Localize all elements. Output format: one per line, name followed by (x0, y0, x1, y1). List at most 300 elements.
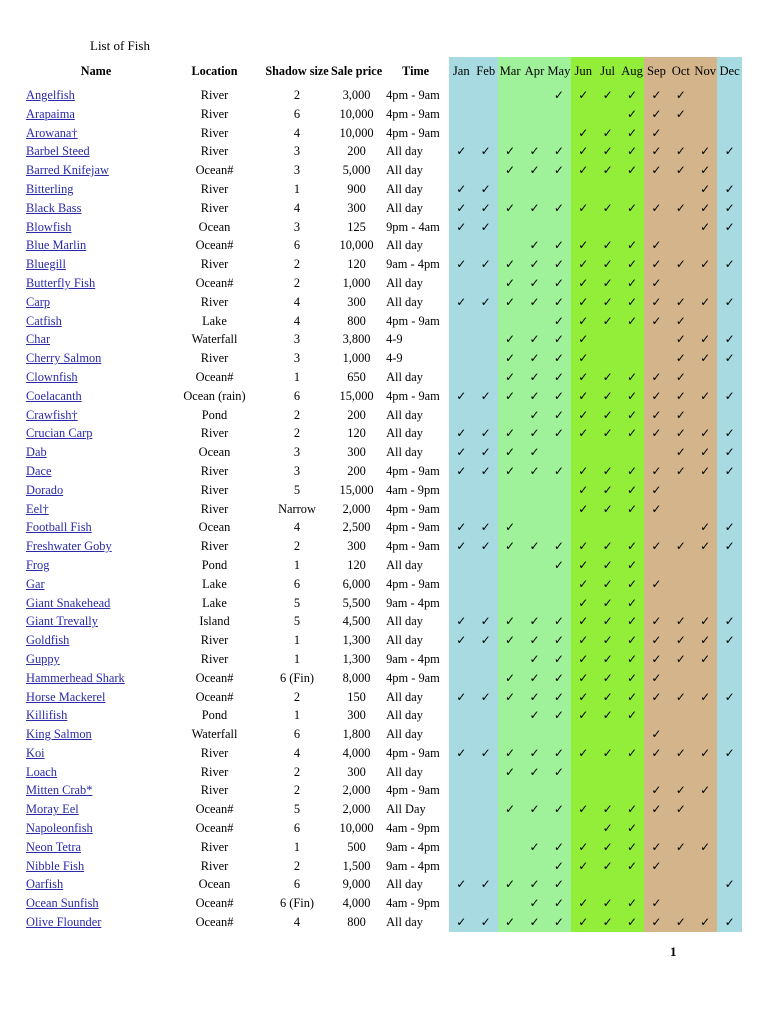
fish-name-link[interactable]: Hammerhead Shark (26, 670, 125, 685)
fish-time: 4am - 9pm (386, 821, 440, 836)
fish-time: 9am - 4pm (386, 858, 440, 873)
month-cell-nov (693, 424, 717, 443)
month-cell-apr (522, 255, 546, 274)
checkmark-icon: ✓ (627, 595, 638, 610)
checkmark-icon: ✓ (627, 144, 638, 159)
checkmark-icon: ✓ (456, 219, 467, 234)
checkmark-icon: ✓ (627, 257, 638, 272)
month-cell-sep (644, 443, 668, 462)
fish-shadow-size: 4 (293, 745, 301, 760)
fish-time: 4pm - 9am (386, 463, 440, 478)
checkmark-icon: ✓ (505, 275, 516, 290)
fish-name-link[interactable]: Olive Flounder (26, 915, 102, 930)
fish-time: All day (386, 144, 423, 159)
month-cell-feb (474, 387, 498, 406)
month-cell-mar (498, 631, 522, 650)
month-cell-dec (717, 763, 741, 782)
checkmark-icon: ✓ (456, 144, 467, 159)
month-cell-aug (620, 142, 644, 161)
month-cell-jun (571, 406, 595, 425)
checkmark-icon: ✓ (700, 745, 711, 760)
checkmark-icon: ✓ (602, 388, 613, 403)
month-cell-oct (669, 293, 693, 312)
checkmark-icon: ✓ (651, 313, 662, 328)
fish-name-link[interactable]: Crawfish† (26, 407, 78, 422)
month-cell-mar (498, 781, 522, 800)
month-cell-jan (449, 725, 473, 744)
month-cell-dec (717, 518, 741, 537)
month-cell-may (547, 86, 571, 105)
checkmark-icon: ✓ (724, 351, 735, 366)
checkmark-icon: ✓ (602, 576, 613, 591)
month-cell-sep (644, 781, 668, 800)
checkmark-icon: ✓ (529, 369, 540, 384)
month-cell-aug (620, 236, 644, 255)
month-cell-jan (449, 575, 473, 594)
checkmark-icon: ✓ (627, 896, 638, 911)
fish-name-link[interactable]: King Salmon (26, 727, 92, 742)
fish-time: All day (386, 764, 423, 779)
checkmark-icon: ✓ (651, 783, 662, 798)
fish-sale-price: 125 (347, 219, 366, 234)
month-cell-mar (498, 650, 522, 669)
month-cell-sep (644, 594, 668, 613)
fish-name-link[interactable]: Moray Eel (26, 802, 79, 817)
month-cell-dec (717, 462, 741, 481)
checkmark-icon: ✓ (553, 88, 564, 102)
checkmark-icon: ✓ (529, 351, 540, 366)
fish-sale-price: 5,500 (342, 595, 371, 610)
fish-time: 4-9 (386, 351, 403, 366)
month-cell-dec (717, 368, 741, 387)
month-cell-sep (644, 913, 668, 932)
checkmark-icon: ✓ (675, 783, 686, 798)
month-cell-oct (669, 406, 693, 425)
month-cell-jun (571, 913, 595, 932)
checkmark-icon: ✓ (675, 407, 686, 422)
month-cell-dec (717, 725, 741, 744)
month-cell-nov (693, 781, 717, 800)
fish-name-link[interactable]: Blue Marlin (26, 238, 87, 253)
month-cell-mar (498, 744, 522, 763)
month-cell-sep (644, 744, 668, 763)
month-cell-mar (498, 124, 522, 143)
month-cell-jun (571, 894, 595, 913)
checkmark-icon: ✓ (627, 557, 638, 572)
month-cell-aug (620, 274, 644, 293)
checkmark-icon: ✓ (602, 557, 613, 572)
checkmark-icon: ✓ (700, 445, 711, 460)
month-cell-dec (717, 218, 741, 237)
month-cell-mar (498, 800, 522, 819)
table-row (22, 725, 742, 744)
checkmark-icon: ✓ (578, 369, 589, 384)
fish-name-link[interactable]: Horse Mackerel (26, 689, 106, 704)
month-cell-jan (449, 236, 473, 255)
month-cell-jul (595, 105, 619, 124)
month-cell-jun (571, 744, 595, 763)
month-cell-sep (644, 142, 668, 161)
checkmark-icon: ✓ (627, 238, 638, 253)
month-cell-jun (571, 556, 595, 575)
checkmark-icon: ✓ (700, 163, 711, 178)
fish-name-link[interactable]: Bluegill (26, 257, 66, 272)
fish-name-link[interactable]: Mitten Crab* (26, 783, 93, 798)
fish-name-link[interactable]: Koi (26, 745, 45, 760)
checkmark-icon: ✓ (480, 219, 491, 234)
checkmark-icon: ✓ (553, 670, 564, 685)
fish-name-link[interactable]: Bitterling (26, 181, 74, 196)
checkmark-icon: ✓ (578, 858, 589, 873)
month-cell-dec (717, 688, 741, 707)
month-cell-apr (522, 180, 546, 199)
fish-name-link[interactable]: Barbel Steed (26, 144, 90, 159)
fish-location: Waterfall (191, 727, 238, 742)
page-number: 1 (670, 944, 677, 959)
month-cell-jul (595, 180, 619, 199)
fish-time: All day (386, 614, 423, 629)
month-cell-sep (644, 669, 668, 688)
month-cell-feb (474, 650, 498, 669)
fish-name-link[interactable]: Dab (26, 445, 47, 460)
fish-name-link[interactable]: Clownfish (26, 369, 78, 384)
month-cell-jun (571, 462, 595, 481)
month-cell-jan (449, 443, 473, 462)
checkmark-icon: ✓ (529, 651, 540, 666)
month-cell-jan (449, 875, 473, 894)
month-cell-nov (693, 800, 717, 819)
month-cell-feb (474, 575, 498, 594)
fish-location: River (200, 351, 229, 366)
month-cell-oct (669, 236, 693, 255)
checkmark-icon: ✓ (578, 426, 589, 441)
checkmark-icon: ✓ (724, 426, 735, 441)
month-cell-may (547, 744, 571, 763)
month-cell-sep (644, 857, 668, 876)
fish-time: 4pm - 9am (386, 106, 440, 121)
checkmark-icon: ✓ (578, 576, 589, 591)
fish-sale-price: 3,800 (342, 332, 371, 347)
checkmark-icon: ✓ (578, 839, 589, 854)
month-cell-mar (498, 857, 522, 876)
checkmark-icon: ✓ (505, 614, 516, 629)
month-cell-jun (571, 312, 595, 331)
month-cell-jul (595, 556, 619, 575)
month-cell-jun (571, 875, 595, 894)
month-cell-sep (644, 274, 668, 293)
fish-name-link[interactable]: Eel† (26, 501, 49, 516)
month-cell-sep (644, 894, 668, 913)
fish-time: All day (386, 275, 423, 290)
month-cell-jun (571, 481, 595, 500)
month-cell-oct (669, 424, 693, 443)
fish-name-link[interactable]: Killifish (26, 708, 68, 723)
checkmark-icon: ✓ (651, 426, 662, 441)
fish-sale-price: 4,500 (342, 614, 371, 629)
fish-name-link[interactable]: Cherry Salmon (26, 351, 102, 366)
month-cell-nov (693, 706, 717, 725)
checkmark-icon: ✓ (529, 670, 540, 685)
month-cell-jun (571, 255, 595, 274)
checkmark-icon: ✓ (456, 257, 467, 272)
month-cell-may (547, 537, 571, 556)
month-cell-aug (620, 424, 644, 443)
month-cell-nov (693, 443, 717, 462)
checkmark-icon: ✓ (651, 576, 662, 591)
checkmark-icon: ✓ (553, 651, 564, 666)
month-cell-aug (620, 744, 644, 763)
fish-name-link[interactable]: Coelacanth (26, 388, 82, 403)
month-cell-mar (498, 763, 522, 782)
checkmark-icon: ✓ (505, 200, 516, 215)
month-cell-aug (620, 894, 644, 913)
checkmark-icon: ✓ (456, 445, 467, 460)
checkmark-icon: ✓ (627, 576, 638, 591)
header-month-may: May (547, 57, 571, 86)
month-cell-jan (449, 424, 473, 443)
month-cell-jul (595, 575, 619, 594)
table-row (22, 387, 742, 406)
fish-sale-price: 10,000 (339, 125, 374, 140)
checkmark-icon: ✓ (480, 633, 491, 648)
checkmark-icon: ✓ (529, 257, 540, 272)
month-cell-jan (449, 631, 473, 650)
fish-name-link[interactable]: Frog (26, 557, 50, 572)
table-row (22, 218, 742, 237)
month-cell-feb (474, 838, 498, 857)
fish-name-link[interactable]: Loach (26, 764, 57, 779)
checkmark-icon: ✓ (553, 369, 564, 384)
month-cell-mar (498, 293, 522, 312)
month-cell-oct (669, 838, 693, 857)
fish-name-link[interactable]: Football Fish (26, 520, 92, 535)
month-cell-nov (693, 875, 717, 894)
checkmark-icon: ✓ (724, 294, 735, 309)
checkmark-icon: ✓ (700, 200, 711, 215)
header-month-jul: Jul (595, 57, 619, 86)
fish-name-link[interactable]: Catfish (26, 313, 62, 328)
fish-name-link[interactable]: Crucian Carp (26, 426, 93, 441)
checkmark-icon: ✓ (505, 294, 516, 309)
month-cell-jan (449, 800, 473, 819)
month-cell-jun (571, 537, 595, 556)
checkmark-icon: ✓ (553, 426, 564, 441)
month-cell-jul (595, 537, 619, 556)
month-cell-nov (693, 725, 717, 744)
fish-sale-price: 3,000 (342, 88, 371, 102)
fish-name-link[interactable]: Carp (26, 294, 51, 309)
fish-name-link[interactable]: Freshwater Goby (26, 539, 112, 554)
fish-sale-price: 1,000 (342, 275, 371, 290)
month-cell-may (547, 706, 571, 725)
month-cell-jan (449, 819, 473, 838)
month-cell-feb (474, 443, 498, 462)
fish-shadow-size: 4 (293, 313, 301, 328)
checkmark-icon: ✓ (529, 915, 540, 930)
checkmark-icon: ✓ (627, 915, 638, 930)
month-cell-aug (620, 688, 644, 707)
month-cell-may (547, 312, 571, 331)
month-cell-jan (449, 105, 473, 124)
month-cell-oct (669, 537, 693, 556)
checkmark-icon: ✓ (553, 463, 564, 478)
checkmark-icon: ✓ (456, 633, 467, 648)
checkmark-icon: ✓ (675, 388, 686, 403)
checkmark-icon: ✓ (675, 915, 686, 930)
month-cell-jul (595, 875, 619, 894)
checkmark-icon: ✓ (602, 539, 613, 554)
month-cell-aug (620, 725, 644, 744)
month-cell-jun (571, 500, 595, 519)
checkmark-icon: ✓ (529, 896, 540, 911)
month-cell-oct (669, 349, 693, 368)
fish-name-link[interactable]: Oarfish (26, 877, 64, 892)
month-cell-nov (693, 913, 717, 932)
checkmark-icon: ✓ (553, 163, 564, 178)
month-cell-nov (693, 575, 717, 594)
checkmark-icon: ✓ (675, 106, 686, 121)
table-row (22, 838, 742, 857)
checkmark-icon: ✓ (724, 689, 735, 704)
checkmark-icon: ✓ (627, 858, 638, 873)
fish-time: 4pm - 9am (386, 539, 440, 554)
month-cell-apr (522, 744, 546, 763)
fish-name-link[interactable]: Gar (26, 576, 45, 591)
month-cell-feb (474, 725, 498, 744)
fish-name-link[interactable]: Angelfish (26, 88, 75, 102)
checkmark-icon: ✓ (578, 351, 589, 366)
fish-name-link[interactable]: Arapaima (26, 106, 75, 121)
checkmark-icon: ✓ (480, 614, 491, 629)
month-cell-aug (620, 575, 644, 594)
checkmark-icon: ✓ (578, 745, 589, 760)
checkmark-icon: ✓ (700, 539, 711, 554)
checkmark-icon: ✓ (505, 463, 516, 478)
fish-name-link[interactable]: Giant Trevally (26, 614, 98, 629)
fish-name-link[interactable]: Giant Snakehead (26, 595, 111, 610)
checkmark-icon: ✓ (651, 144, 662, 159)
month-cell-jun (571, 349, 595, 368)
month-cell-apr (522, 800, 546, 819)
table-row (22, 556, 742, 575)
checkmark-icon: ✓ (505, 915, 516, 930)
checkmark-icon: ✓ (602, 426, 613, 441)
checkmark-icon: ✓ (602, 313, 613, 328)
month-cell-jan (449, 462, 473, 481)
month-cell-jan (449, 744, 473, 763)
month-cell-mar (498, 612, 522, 631)
checkmark-icon: ✓ (456, 614, 467, 629)
fish-name-link[interactable]: Nibble Fish (26, 858, 85, 873)
month-cell-mar (498, 274, 522, 293)
fish-name-link[interactable]: Char (26, 332, 51, 347)
month-cell-sep (644, 706, 668, 725)
fish-name-link[interactable]: Napoleonfish (26, 821, 93, 836)
fish-location: River (200, 839, 229, 854)
fish-name-link[interactable]: Arowana† (26, 125, 78, 140)
checkmark-icon: ✓ (724, 877, 735, 892)
fish-name-link[interactable]: Neon Tetra (26, 839, 81, 854)
fish-name-link[interactable]: Blowfish (26, 219, 72, 234)
checkmark-icon: ✓ (627, 88, 638, 102)
fish-name-link[interactable]: Dorado (26, 482, 64, 497)
month-cell-feb (474, 537, 498, 556)
checkmark-icon: ✓ (724, 257, 735, 272)
checkmark-icon: ✓ (627, 539, 638, 554)
month-cell-aug (620, 631, 644, 650)
checkmark-icon: ✓ (724, 745, 735, 760)
checkmark-icon: ✓ (602, 915, 613, 930)
table-row (22, 443, 742, 462)
checkmark-icon: ✓ (456, 689, 467, 704)
fish-name-link[interactable]: Black Bass (26, 200, 82, 215)
month-cell-oct (669, 650, 693, 669)
month-cell-nov (693, 274, 717, 293)
month-cell-jul (595, 725, 619, 744)
checkmark-icon: ✓ (529, 388, 540, 403)
month-cell-sep (644, 875, 668, 894)
month-cell-mar (498, 462, 522, 481)
month-cell-sep (644, 161, 668, 180)
fish-location: Ocean# (195, 802, 234, 817)
month-cell-feb (474, 293, 498, 312)
checkmark-icon: ✓ (529, 238, 540, 253)
month-cell-dec (717, 857, 741, 876)
month-cell-oct (669, 105, 693, 124)
month-cell-oct (669, 669, 693, 688)
month-cell-jun (571, 612, 595, 631)
fish-table (22, 57, 742, 932)
checkmark-icon: ✓ (627, 501, 638, 516)
checkmark-icon: ✓ (505, 764, 516, 779)
month-cell-nov (693, 387, 717, 406)
document-title: List of Fish (90, 38, 150, 53)
month-cell-sep (644, 293, 668, 312)
fish-name-link[interactable]: Goldfish (26, 633, 70, 648)
month-cell-sep (644, 518, 668, 537)
table-row (22, 763, 742, 782)
checkmark-icon: ✓ (505, 426, 516, 441)
month-cell-apr (522, 688, 546, 707)
month-cell-jan (449, 274, 473, 293)
month-cell-sep (644, 556, 668, 575)
month-cell-feb (474, 349, 498, 368)
month-cell-oct (669, 913, 693, 932)
month-cell-aug (620, 255, 644, 274)
month-cell-aug (620, 518, 644, 537)
month-cell-oct (669, 894, 693, 913)
month-cell-apr (522, 781, 546, 800)
table-row (22, 800, 742, 819)
month-cell-nov (693, 612, 717, 631)
month-cell-oct (669, 857, 693, 876)
month-cell-sep (644, 800, 668, 819)
checkmark-icon: ✓ (675, 839, 686, 854)
fish-name-link[interactable]: Dace (26, 463, 52, 478)
month-cell-aug (620, 594, 644, 613)
month-cell-jun (571, 857, 595, 876)
fish-sale-price: 10,000 (339, 238, 374, 253)
checkmark-icon: ✓ (651, 163, 662, 178)
month-cell-oct (669, 462, 693, 481)
month-cell-may (547, 406, 571, 425)
month-cell-jun (571, 631, 595, 650)
fish-name-link[interactable]: Barred Knifejaw (26, 163, 109, 178)
fish-name-link[interactable]: Ocean Sunfish (26, 896, 99, 911)
fish-table-body (22, 86, 742, 932)
fish-name-link[interactable]: Guppy (26, 651, 60, 666)
fish-name-link[interactable]: Butterfly Fish (26, 275, 96, 290)
